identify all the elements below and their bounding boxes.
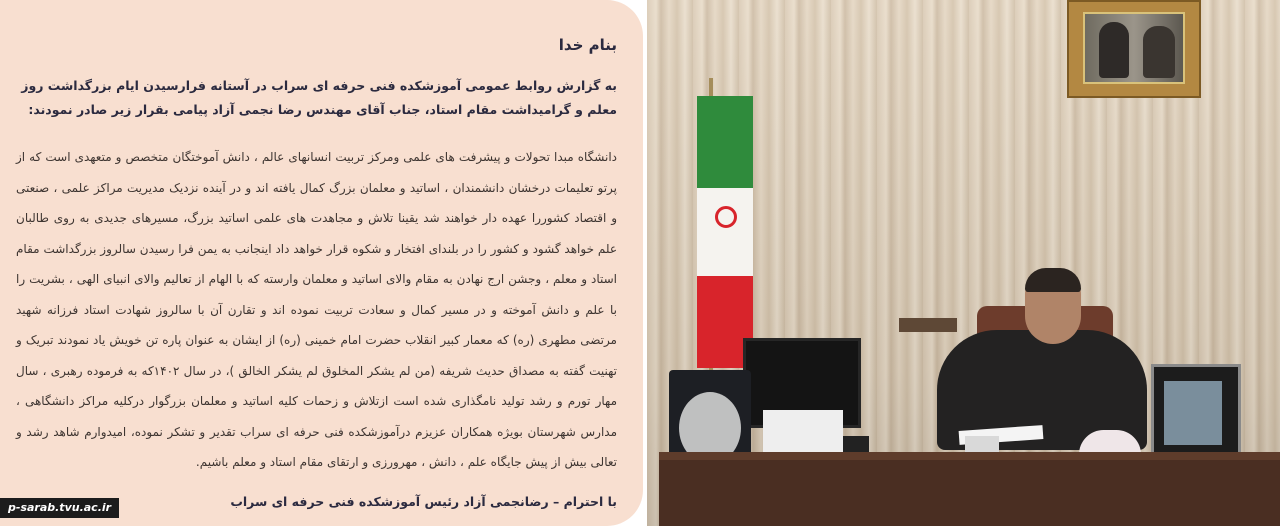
site-watermark: p-sarab.tvu.ac.ir [0, 498, 119, 518]
message-text-block [16, 36, 617, 509]
body-paragraph: دانشگاه مبدا تحولات و پیشرفت های علمی ومرکز تربیت انسانهای عالم ، دانش آموختگان متخصص و متعهدی است که از پرتو تعلیمات درخشان دانشمندان ، اساتید و معلمان بزرگ کمال یافته اند و در آینده نزدیک مدیریت مراکز علمی ، صنعتی و اقتصاد کشوررا عهده دار خواهند شد یقینا تلاش و مجاهدت های علمی اساتید بزرگ، مسیرهای جدیدی به روی طالبان علم خواهد گشود و کشور را در بلندای افتخار و شکوه قرار خواهد داد اینجانب به یمن فرا رسیدن سالروز بزرگداشت مقام استاد و معلم ، وجشن ارج نهادن به مقام والای اساتید و معلمان وارسته که با الهام از تعالیم والای انبیای الهی ، بشریت را با علم و دانش آموخته و در مسیر کمال و سعادت تربیت نموده اند و تقارن آن با سالروز شهادت استاد فرزانه شهید مرتضی مطهری (ره) که معمار کبیر انقلاب حضرت امام خمینی (ره) از ایشان به عنوان پاره تن خویش یاد نمودند تبریک و تهنیت گفته به مصداق حدیث شریفه (من لم یشکر المخلوق لم یشکر الخالق )، در سال ۱۴۰۲که به فرموده رهبری ، سال مهار تورم و رشد تولید نامگذاری شده است ازتلاش و زحمات کلیه اساتید و معلمان بزرگوار درکلیه مراکز دانشگاهی ، مدارس شهرستان بویژه همکاران عزیزم درآموزشکده فنی حرفه ای سراب تقدیر و تشکر نموده، امیدوارم شاهد رشد و تعالی بیش از پیش جایگاه علم ، دانش ، مهرورزی و ارتقای مقام استاد و معلم باشیم. [16, 150, 617, 469]
office-photo [647, 0, 1280, 526]
intro-paragraph: به گزارش روابط عمومی آموزشکده فنی حرفه ای سراب در آستانه فرارسیدن ایام بزرگداشت روز معلم و گرامیداشت مقام استاد، جناب آقای مهندس رضا نجمی آزاد پیامی بقرار زیر صادر نمودند: [21, 78, 617, 117]
plaque-picture [1164, 381, 1222, 445]
iran-flag [697, 96, 753, 368]
award-plaque-right [1151, 364, 1241, 466]
flag-emblem-icon [715, 206, 737, 228]
salutation-heading: بنام خدا [558, 36, 617, 54]
wall-portrait-frame [1067, 0, 1201, 98]
portrait-figure-left [1099, 22, 1129, 78]
portrait-figure-right [1143, 26, 1175, 78]
signature-line: با احترام – رضانجمی آزاد رئیس آموزشکده فنی حرفه ای سراب [230, 493, 617, 509]
portrait-image [1083, 12, 1185, 84]
office-desk [659, 452, 1280, 526]
wall-outlets [899, 318, 957, 332]
person-hair [1025, 268, 1081, 292]
